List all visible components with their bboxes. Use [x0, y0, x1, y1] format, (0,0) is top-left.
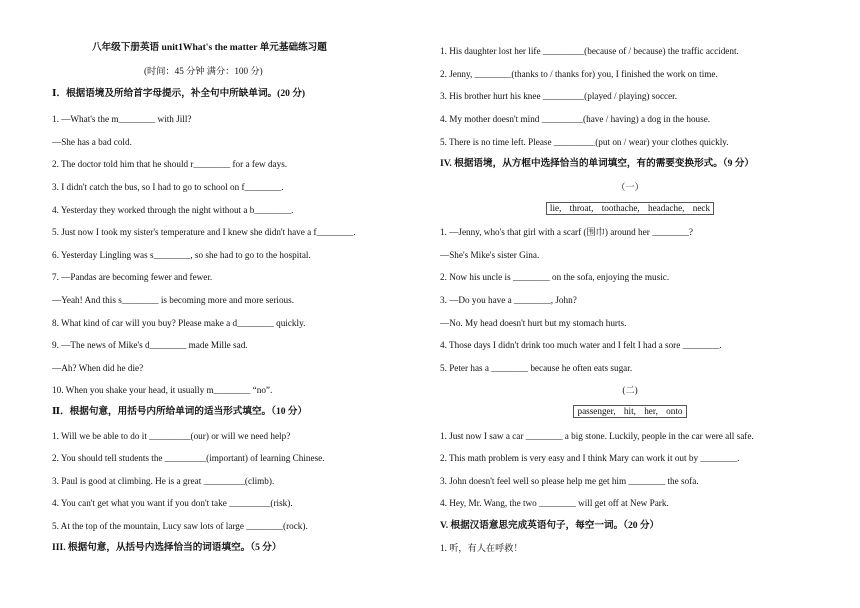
section4-part1-line: 2. Now his uncle is ________ on the sofa, enjoying the music. — [440, 272, 670, 282]
section3-line: 1. His daughter lost her life _________(because of / because) the traffic accident. — [440, 46, 739, 56]
section1-line: 10. When you shake your head, it usually m________ “no”. — [52, 385, 273, 395]
word-box-1-wrap — [440, 202, 820, 215]
section3-line: 2. Jenny, ________(thanks to / thanks for) you, I finished the work on time. — [440, 69, 718, 79]
word-box-1: lie, throat, toothache, headache, neck — [546, 202, 714, 215]
section1-line: 4. Yesterday they worked through the night without a b________. — [52, 205, 294, 215]
section4-part1-label: （一） — [616, 182, 644, 192]
section2-line: 5. At the top of the mountain, Lucy saw lots of large ________(rock). — [52, 521, 308, 531]
section2-line: 2. You should tell students the _________(important) of learning Chinese. — [52, 453, 325, 463]
section1-line: —She has a bad cold. — [52, 137, 132, 147]
section4-part2-label: (二) — [622, 385, 638, 395]
section3-heading: III. 根据句意，从括号内选择恰当的词语填空。（5 分） — [52, 542, 282, 553]
section3-line: 4. My mother doesn't mind _________(have / having) a dog in the house. — [440, 114, 711, 124]
section2-heading: Ⅱ．根据句意，用括号内所给单词的适当形式填空。（10 分） — [52, 406, 308, 417]
section3-line: 5. There is no time left. Please _________(put on / wear) your clothes quickly. — [440, 137, 729, 147]
section4-heading: IV. 根据语境，从方框中选择恰当的单词填空，有的需要变换形式。（9 分） — [440, 158, 755, 169]
section1-line: 8. What kind of car will you buy? Please make a d________ quickly. — [52, 318, 306, 328]
section1-line: 5. Just now I took my sister's temperature and I knew she didn't have a f________. — [52, 227, 356, 237]
section4-part2-line: 1. Just now I saw a car ________ a big stone. Luckily, people in the car were all safe. — [440, 431, 754, 441]
word-box-2-wrap — [440, 405, 820, 418]
section5-line: 1. 听，有人在呼救！ — [440, 543, 523, 553]
section1-line: 9. —The news of Mike's d________ made Mille sad. — [52, 340, 248, 350]
section5-heading: V. 根据汉语意思完成英语句子，每空一词。（20 分） — [440, 520, 660, 531]
section2-line: 3. Paul is good at climbing. He is a great _________(climb). — [52, 476, 275, 486]
section3-line: 3. His brother hurt his knee _________(played / playing) soccer. — [440, 91, 678, 101]
page-subtitle: (时间：45 分钟 满分：100 分) — [144, 66, 263, 76]
section4-part1-line: 4. Those days I didn't drink too much water and I felt I had a sore ________. — [440, 340, 722, 350]
section4-part1-line: —She's Mike's sister Gina. — [440, 250, 540, 260]
section1-line: 1. —What's the m________ with Jill? — [52, 114, 192, 124]
section1-line: 3. I didn't catch the bus, so I had to go to school on f________. — [52, 182, 284, 192]
word-box-2: passenger, hit, her, onto — [573, 405, 686, 418]
section1-line: —Yeah! And this s________ is becoming more and more serious. — [52, 295, 294, 305]
section1-line: 7. —Pandas are becoming fewer and fewer. — [52, 272, 213, 282]
section4-part2-line: 2. This math problem is very easy and I think Mary can work it out by ________. — [440, 453, 740, 463]
page-title: 八年级下册英语 unit1What's the matter 单元基础练习题 — [92, 42, 327, 53]
section1-line: —Ah? When did he die? — [52, 363, 144, 373]
section4-part1-line: 1. —Jenny, who's that girl with a scarf (围巾) around her ________? — [440, 227, 693, 237]
section4-part2-line: 3. John doesn't feel well so please help me get him ________ the sofa. — [440, 476, 699, 486]
section2-line: 4. You can't get what you want if you don't take _________(risk). — [52, 498, 293, 508]
section4-part2-line: 4. Hey, Mr. Wang, the two ________ will get off at New Park. — [440, 498, 669, 508]
section4-part1-line: —No. My head doesn't hurt but my stomach hurts. — [440, 318, 627, 328]
section1-heading: Ⅰ．根据语境及所给首字母提示，补全句中所缺单词。(20 分) — [52, 88, 306, 99]
section4-part1-line: 3. —Do you have a ________, John? — [440, 295, 577, 305]
section2-line: 1. Will we be able to do it _________(our) or will we need help? — [52, 431, 291, 441]
section1-line: 6. Yesterday Lingling was s________, so she had to go to the hospital. — [52, 250, 311, 260]
section4-part1-line: 5. Peter has a ________ because he often eats sugar. — [440, 363, 633, 373]
section1-line: 2. The doctor told him that he should r________ for a few days. — [52, 159, 288, 169]
